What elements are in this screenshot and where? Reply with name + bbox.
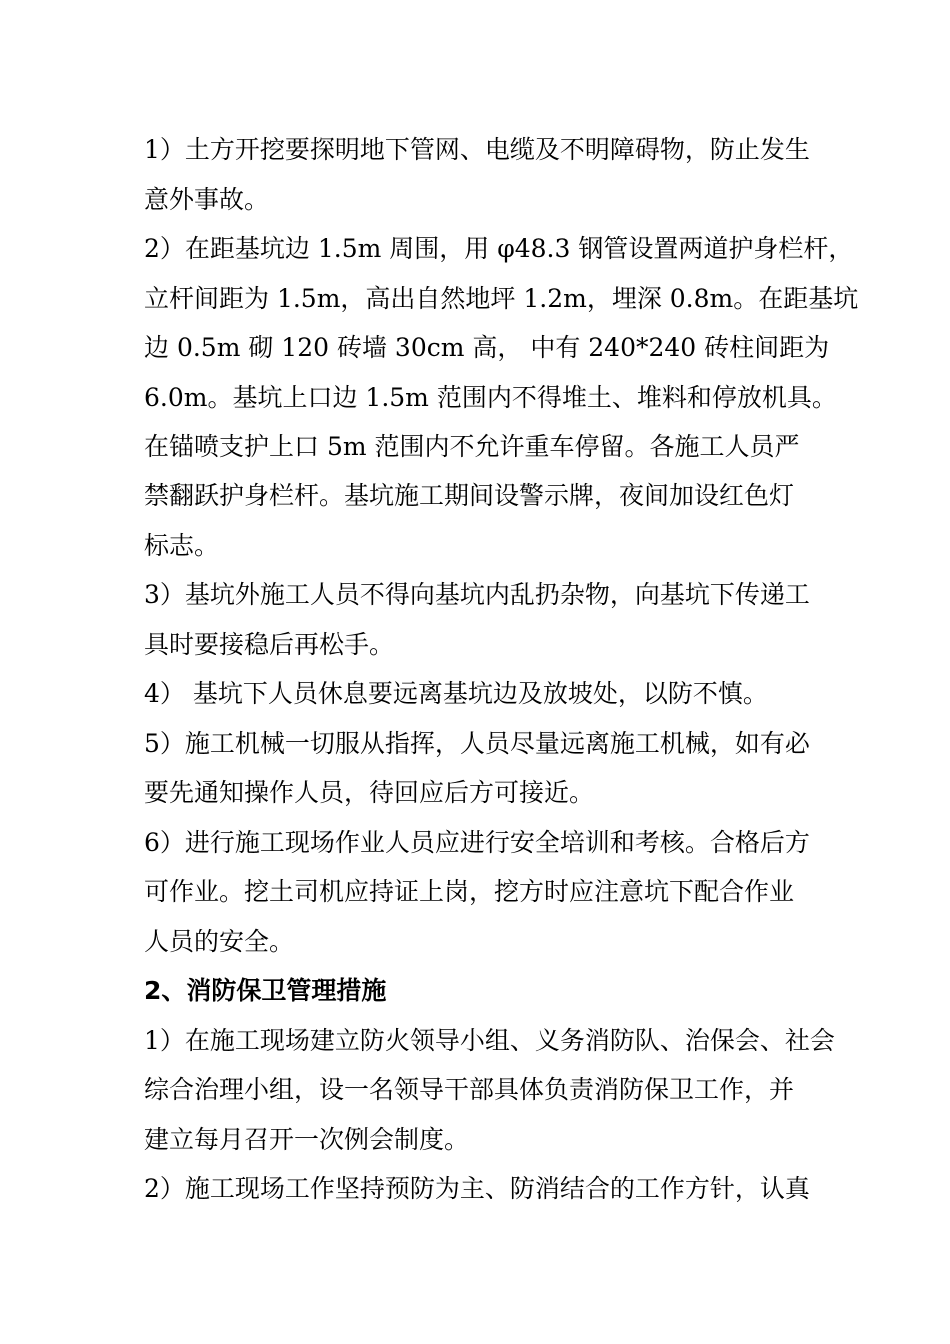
text-line: 标志。: [144, 531, 220, 560]
text-line: 具时要接稳后再松手。: [144, 630, 395, 659]
text-line: 在锚喷支护上口 5m 范围内不允许重车停留。各施工人员严: [144, 432, 800, 461]
text-line: 人员的安全。: [144, 927, 295, 956]
text-line: 6.0m。基坑上口边 1.5m 范围内不得堆土、堆料和停放机具。: [144, 383, 837, 412]
text-line: 禁翻跃护身栏杆。基坑施工期间设警示牌，夜间加设红色灯: [144, 481, 795, 510]
section-heading: 2、消防保卫管理措施: [144, 976, 387, 1005]
text-line: 综合治理小组，设一名领导干部具体负责消防保卫工作，并: [144, 1075, 795, 1104]
text-line: 3）基坑外施工人员不得向基坑内乱扔杂物，向基坑下传递工: [144, 580, 810, 609]
text-line: 1）土方开挖要探明地下管网、电缆及不明障碍物，防止发生: [144, 135, 810, 164]
text-line: 立杆间距为 1.5m，高出自然地坪 1.2m，埋深 0.8m。在距基坑: [144, 284, 859, 313]
text-line: 6）进行施工现场作业人员应进行安全培训和考核。合格后方: [144, 828, 810, 857]
text-line: 边 0.5m 砌 120 砖墙 30cm 高， 中有 240*240 砖柱间距为: [144, 333, 830, 362]
text-line: 建立每月召开一次例会制度。: [144, 1125, 470, 1154]
text-line: 2）在距基坑边 1.5m 周围，用 φ48.3 钢管设置两道护身栏杆，: [144, 234, 854, 263]
text-line: 4） 基坑下人员休息要远离基坑边及放坡处，以防不慎。: [144, 679, 768, 708]
text-line: 5）施工机械一切服从指挥，人员尽量远离施工机械，如有必: [144, 729, 810, 758]
text-line: 意外事故。: [144, 185, 270, 214]
text-line: 2）施工现场工作坚持预防为主、防消结合的工作方针，认真: [144, 1174, 810, 1203]
text-line: 要先通知操作人员，待回应后方可接近。: [144, 778, 595, 807]
text-line: 1）在施工现场建立防火领导小组、义务消防队、治保会、社会: [144, 1026, 835, 1055]
text-line: 可作业。挖土司机应持证上岗，挖方时应注意坑下配合作业: [144, 877, 795, 906]
